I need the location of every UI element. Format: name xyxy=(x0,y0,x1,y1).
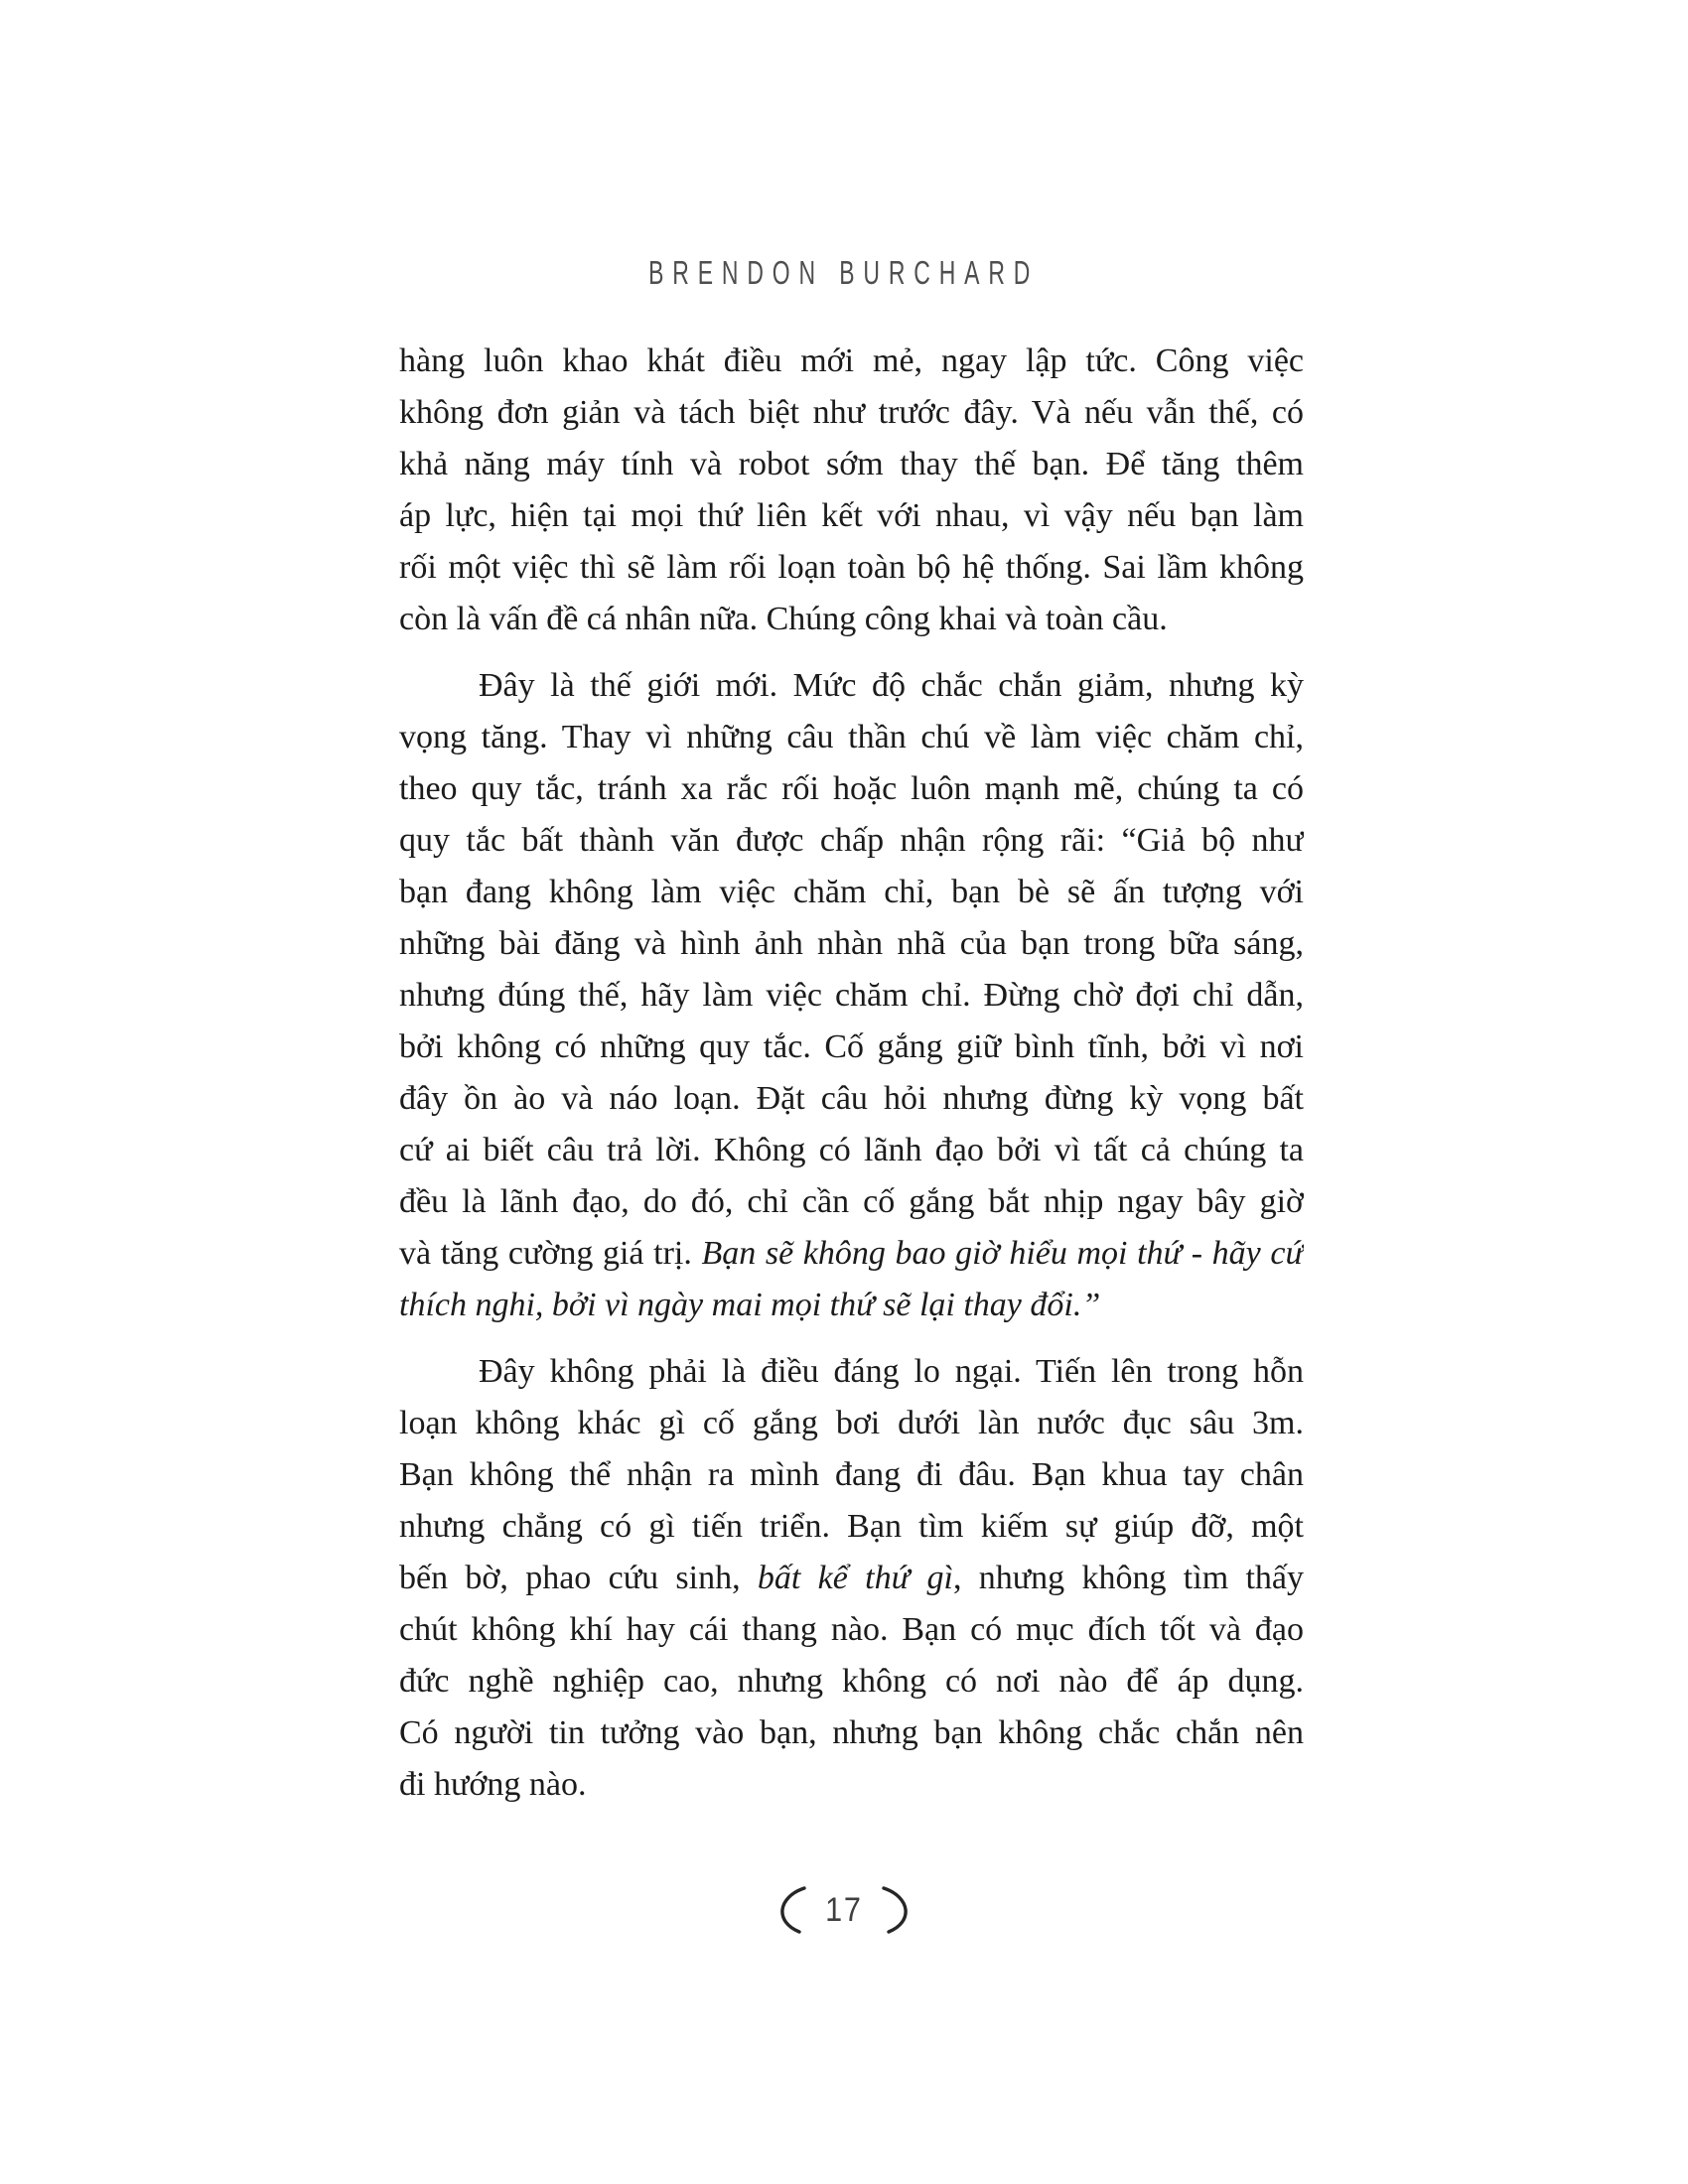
text-line: loạn không khác gì cố gắng bơi dưới làn nước đục sâu 3m. xyxy=(399,1405,1304,1441)
paragraph xyxy=(399,660,1304,1331)
text-line: thích nghi, bởi vì ngày mai mọi thứ sẽ lại thay đổi.” xyxy=(399,1287,1101,1323)
text-line: quy tắc bất thành văn được chấp nhận rộng rãi: “Giả bộ như xyxy=(399,822,1304,859)
arc-right-icon xyxy=(878,1884,917,1936)
text-line: nhưng chẳng có gì tiến triển. Bạn tìm kiếm sự giúp đỡ, một xyxy=(399,1508,1304,1545)
text-line: bạn đang không làm việc chăm chỉ, bạn bè sẽ ấn tượng với xyxy=(399,874,1304,910)
text-run-italic: bất kể thứ gì xyxy=(757,1560,953,1596)
text-line: cứ ai biết câu trả lời. Không có lãnh đạo bởi vì tất cả chúng ta xyxy=(399,1132,1304,1168)
text-line: hàng luôn khao khát điều mới mẻ, ngay lập tức. Công việc xyxy=(399,342,1304,379)
text-line: còn là vấn đề cá nhân nữa. Chúng công khai và toàn cầu. xyxy=(399,601,1168,637)
text-run: và tăng cường giá trị. xyxy=(399,1235,702,1272)
text-line: đi hướng nào. xyxy=(399,1766,587,1803)
paragraph xyxy=(399,336,1304,645)
text-line: Có người tin tưởng vào bạn, nhưng bạn không chắc chắn nên xyxy=(399,1714,1304,1751)
text-line: theo quy tắc, tránh xa rắc rối hoặc luôn mạnh mẽ, chúng ta có xyxy=(399,770,1304,807)
text-run: , nhưng không tìm thấy xyxy=(952,1560,1304,1596)
text-line: đây ồn ào và náo loạn. Đặt câu hỏi nhưng đừng kỳ vọng bất xyxy=(399,1080,1304,1117)
author-running-head: BRENDON BURCHARD xyxy=(648,254,1040,292)
text-line: rối một việc thì sẽ làm rối loạn toàn bộ hệ thống. Sai lầm không xyxy=(399,549,1304,586)
paragraph xyxy=(399,1346,1304,1811)
text-run: bến bờ, phao cứu sinh, xyxy=(399,1560,758,1596)
page-number-ornament xyxy=(0,1884,1688,1936)
text-line: bởi không có những quy tắc. Cố gắng giữ bình tĩnh, bởi vì nơi xyxy=(399,1028,1304,1065)
text-line: đều là lãnh đạo, do đó, chỉ cần cố gắng bắt nhịp ngay bây giờ xyxy=(399,1183,1304,1220)
text-line: vọng tăng. Thay vì những câu thần chú về làm việc chăm chỉ, xyxy=(399,719,1304,755)
text-line: nhưng đúng thế, hãy làm việc chăm chỉ. Đừng chờ đợi chỉ dẫn, xyxy=(399,977,1304,1014)
text-line: áp lực, hiện tại mọi thứ liên kết với nhau, vì vậy nếu bạn làm xyxy=(399,497,1304,534)
text-line: Bạn không thể nhận ra mình đang đi đâu. Bạn khua tay chân xyxy=(399,1456,1304,1493)
text-run-italic: Bạn sẽ không bao giờ hiểu mọi thứ - hãy cứ xyxy=(701,1235,1304,1272)
text-line: chút không khí hay cái thang nào. Bạn có mục đích tốt và đạo xyxy=(399,1611,1304,1648)
text-line: những bài đăng và hình ảnh nhàn nhã của bạn trong bữa sáng, xyxy=(399,925,1304,962)
arc-left-icon xyxy=(771,1884,810,1936)
text-line xyxy=(399,1228,1304,1280)
text-line: khả năng máy tính và robot sớm thay thế bạn. Để tăng thêm xyxy=(399,446,1304,482)
text-line: Đây là thế giới mới. Mức độ chắc chắn giảm, nhưng kỳ xyxy=(479,667,1304,704)
text-line xyxy=(399,1553,1304,1604)
body-text-block xyxy=(399,336,1304,1811)
page-number: 17 xyxy=(825,1890,863,1929)
text-line: không đơn giản và tách biệt như trước đây. Và nếu vẫn thế, có xyxy=(399,394,1304,431)
text-line: Đây không phải là điều đáng lo ngại. Tiến lên trong hỗn xyxy=(479,1353,1304,1390)
page-header xyxy=(0,254,1688,298)
text-line: đức nghề nghiệp cao, nhưng không có nơi nào để áp dụng. xyxy=(399,1663,1304,1700)
